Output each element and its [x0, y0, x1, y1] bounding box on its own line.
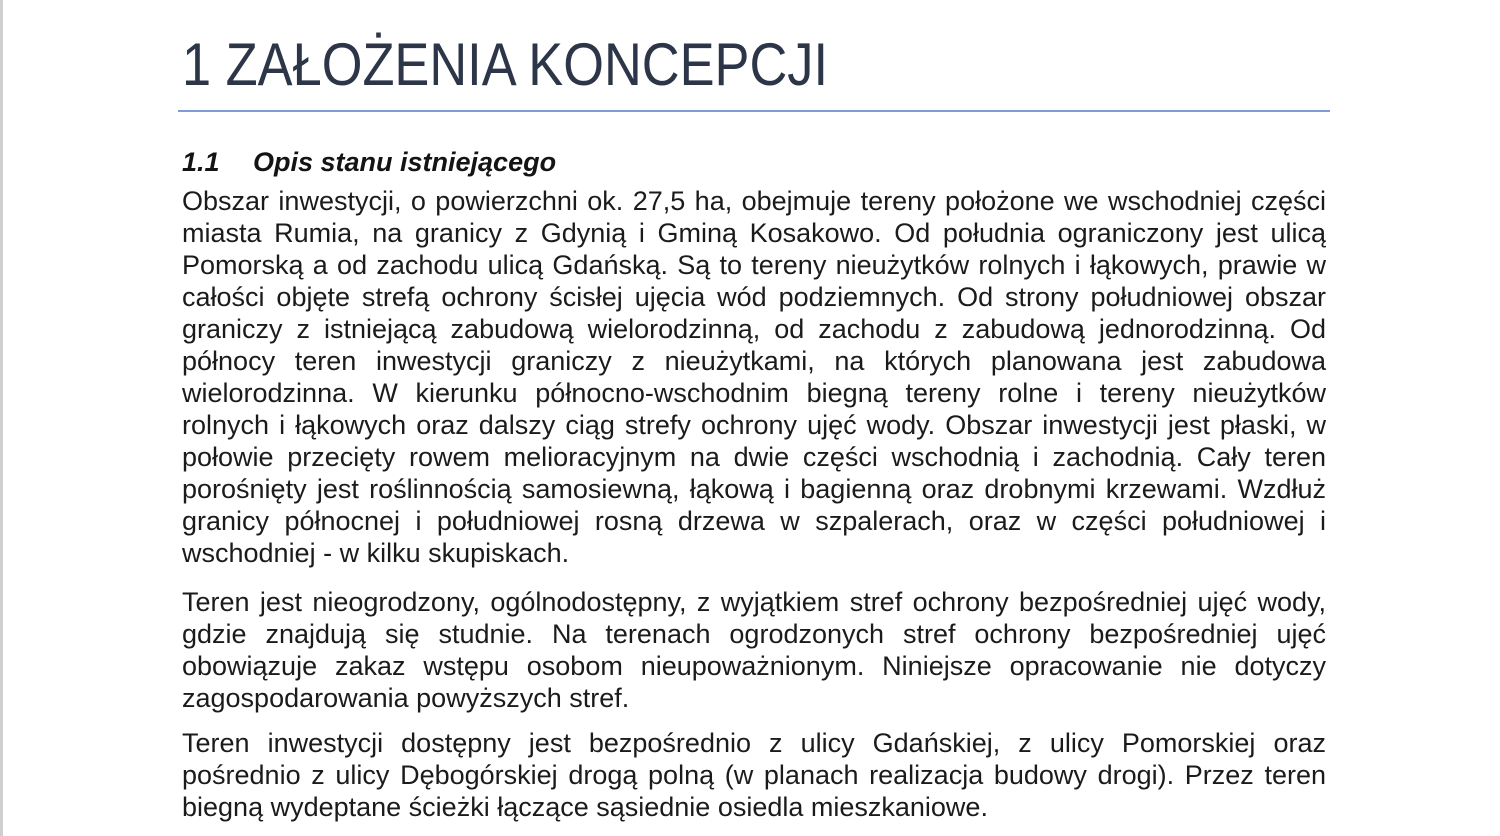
heading-underline [178, 110, 1330, 112]
text-line: Pomorską a od zachodu ulicą Gdańską. Są to tereny nieużytków rolnych i łąkowych, prawie w [182, 250, 1326, 280]
chapter-heading: 1 ZAŁOŻENIA KONCEPCJI [182, 31, 828, 98]
text-line: miasta Rumia, na granicy z Gdynią i Gminą Kosakowo. Od południa ograniczony jest ulicą [182, 218, 1326, 248]
text-line: całości objęte strefą ochrony ścisłej ujęcia wód podziemnych. Od strony południowej obszar [182, 282, 1326, 312]
text-line: biegną wydeptane ścieżki łączące sąsiednie osiedla mieszkaniowe. [182, 792, 988, 822]
text-line: obowiązuje zakaz wstępu osobom nieupoważnionym. Niniejsze opracowanie nie dotyczy [182, 651, 1326, 681]
text-line: wielorodzinna. W kierunku północno-wschodnim biegną tereny rolne i tereny nieużytków [182, 378, 1326, 408]
text-line: gdzie znajdują się studnie. Na terenach ogrodzonych stref ochrony bezpośredniej ujęć [182, 619, 1326, 649]
text-line: Obszar inwestycji, o powierzchni ok. 27,5 ha, obejmuje tereny położone we wschodniej części [182, 186, 1326, 216]
text-line: północy teren inwestycji graniczy z nieużytkami, na których planowana jest zabudowa [182, 346, 1326, 376]
text-line: Teren inwestycji dostępny jest bezpośrednio z ulicy Gdańskiej, z ulicy Pomorskiej oraz [182, 728, 1326, 758]
paragraph-1 [182, 185, 1326, 569]
paragraph-2 [182, 586, 1326, 714]
text-line: granicy północnej i południowej rosną drzewa w szpalerach, oraz w części południowej i [182, 506, 1326, 536]
page-edge [0, 0, 3, 836]
subsection-number: 1.1 [182, 147, 220, 177]
text-line: pośrednio z ulicy Dębogórskiej drogą polną (w planach realizacja budowy drogi). Przez teren [182, 760, 1326, 790]
text-line: połowie przecięty rowem melioracyjnym na dwie części wschodnią i zachodnią. Cały teren [182, 442, 1326, 472]
text-line: Teren jest nieogrodzony, ogólnodostępny, z wyjątkiem stref ochrony bezpośredniej ujęć wody, [182, 587, 1326, 617]
text-line: zagospodarowania powyższych stref. [182, 683, 630, 713]
text-line: porośnięty jest roślinnością samosiewną, łąkową i bagienną oraz drobnymi krzewami. Wzdłuż [182, 474, 1326, 504]
subsection-title: Opis stanu istniejącego [253, 147, 557, 177]
text-line: graniczy z istniejącą zabudową wielorodzinną, od zachodu z zabudową jednorodzinną. Od [182, 314, 1326, 344]
text-line: rolnych i łąkowych oraz dalszy ciąg strefy ochrony ujęć wody. Obszar inwestycji jest płaski, w [182, 410, 1326, 440]
paragraph-3 [182, 727, 1326, 823]
text-line: wschodniej - w kilku skupiskach. [182, 538, 570, 568]
